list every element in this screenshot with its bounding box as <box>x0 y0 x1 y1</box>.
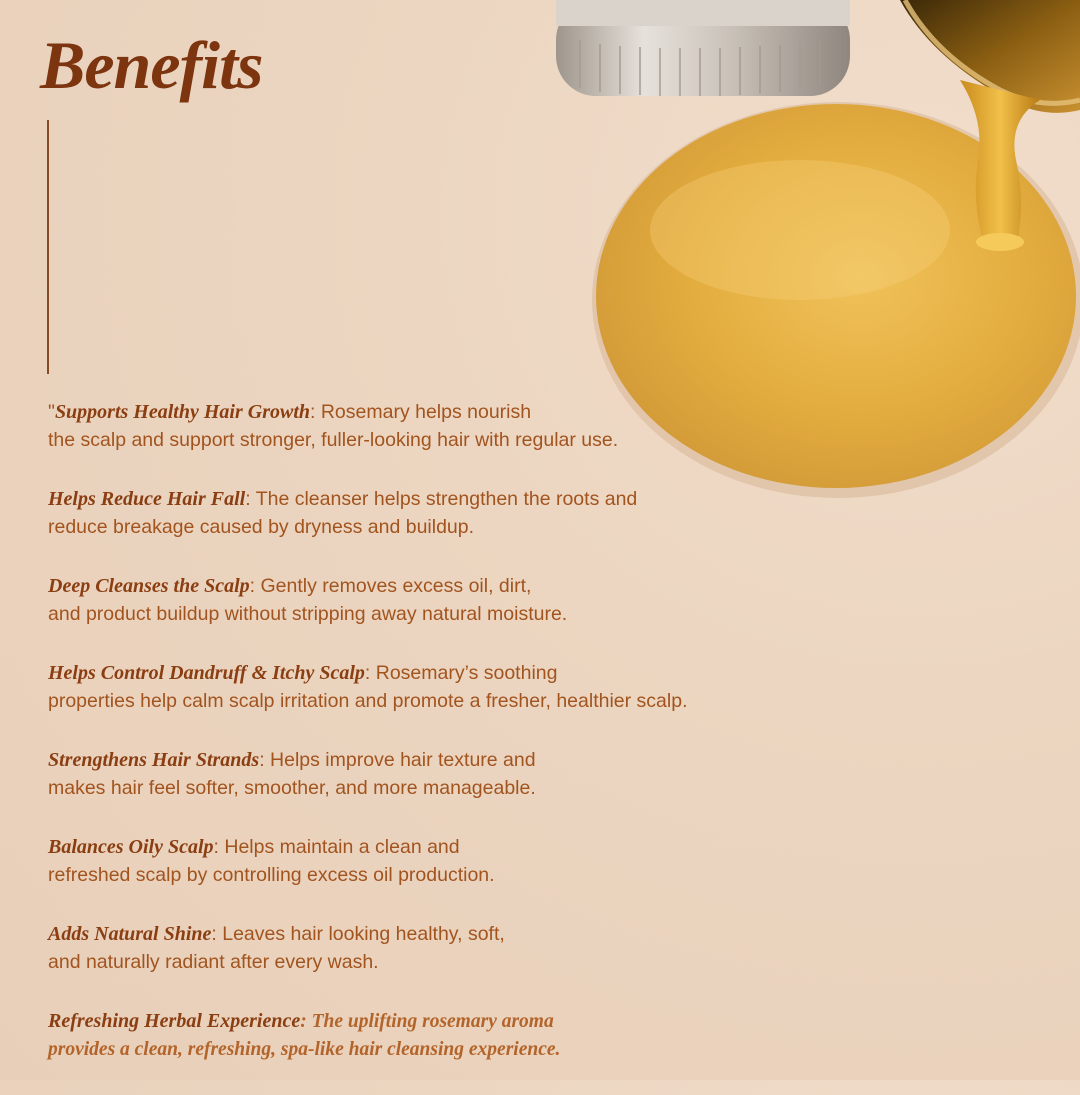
benefit-first-line <box>48 398 768 426</box>
benefit-item <box>48 1007 768 1064</box>
benefit-item <box>48 659 768 715</box>
benefit-description: : Helps maintain a clean and <box>213 836 460 858</box>
benefit-item <box>48 485 768 541</box>
benefit-item <box>48 746 768 802</box>
benefit-first-line <box>48 572 768 600</box>
tin-lid <box>556 0 850 96</box>
benefit-item <box>48 920 768 976</box>
benefit-description: : The cleanser helps strengthen the roots and <box>245 488 638 510</box>
benefit-term: Helps Control Dandruff & Itchy Scalp <box>48 662 365 684</box>
benefit-description: : Gently removes excess oil, dirt, <box>249 575 532 597</box>
benefit-description: : Leaves hair looking healthy, soft, <box>211 923 505 945</box>
benefit-prefix: " <box>48 401 55 423</box>
benefit-description-cont: and product buildup without stripping away natural moisture. <box>48 603 568 625</box>
benefit-term: Adds Natural Shine <box>48 923 212 945</box>
benefit-first-line <box>48 920 768 948</box>
benefit-description-cont: provides a clean, refreshing, spa-like hair cleansing experience. <box>48 1039 561 1060</box>
benefit-description-cont: refreshed scalp by controlling excess oil production. <box>48 864 495 886</box>
benefit-term: Supports Healthy Hair Growth <box>54 401 310 423</box>
page-title: Benefits <box>40 27 263 103</box>
benefit-description: : Rosemary’s soothing <box>364 662 558 684</box>
benefit-item <box>48 833 768 889</box>
benefit-first-line <box>48 485 768 513</box>
benefit-description-cont: the scalp and support stronger, fuller-looking hair with regular use. <box>48 429 619 451</box>
benefit-term: Helps Reduce Hair Fall <box>48 488 246 510</box>
benefit-description: : Rosemary helps nourish <box>310 401 532 423</box>
benefit-description: : Helps improve hair texture and <box>259 749 536 771</box>
benefit-item <box>48 398 768 454</box>
benefit-description-cont: properties help calm scalp irritation and promote a fresher, healthier scalp. <box>48 690 688 712</box>
benefits-list <box>48 398 768 1095</box>
benefit-term: Balances Oily Scalp <box>48 836 214 858</box>
benefit-description-cont: reduce breakage caused by dryness and buildup. <box>48 516 475 538</box>
benefit-description-cont: makes hair feel softer, smoother, and more manageable. <box>48 777 536 799</box>
benefit-first-line <box>48 659 768 687</box>
benefit-description-cont: and naturally radiant after every wash. <box>48 951 379 973</box>
benefit-term: Strengthens Hair Strands <box>48 749 260 771</box>
divider-line <box>47 120 49 374</box>
benefit-first-line <box>48 746 768 774</box>
benefit-first-line <box>48 833 768 861</box>
benefit-term: Refreshing Herbal Experience <box>48 1010 301 1032</box>
benefit-description: : The uplifting rosemary aroma <box>300 1011 554 1032</box>
benefit-first-line <box>48 1007 768 1036</box>
benefit-item <box>48 572 768 628</box>
benefit-term: Deep Cleanses the Scalp <box>48 575 250 597</box>
